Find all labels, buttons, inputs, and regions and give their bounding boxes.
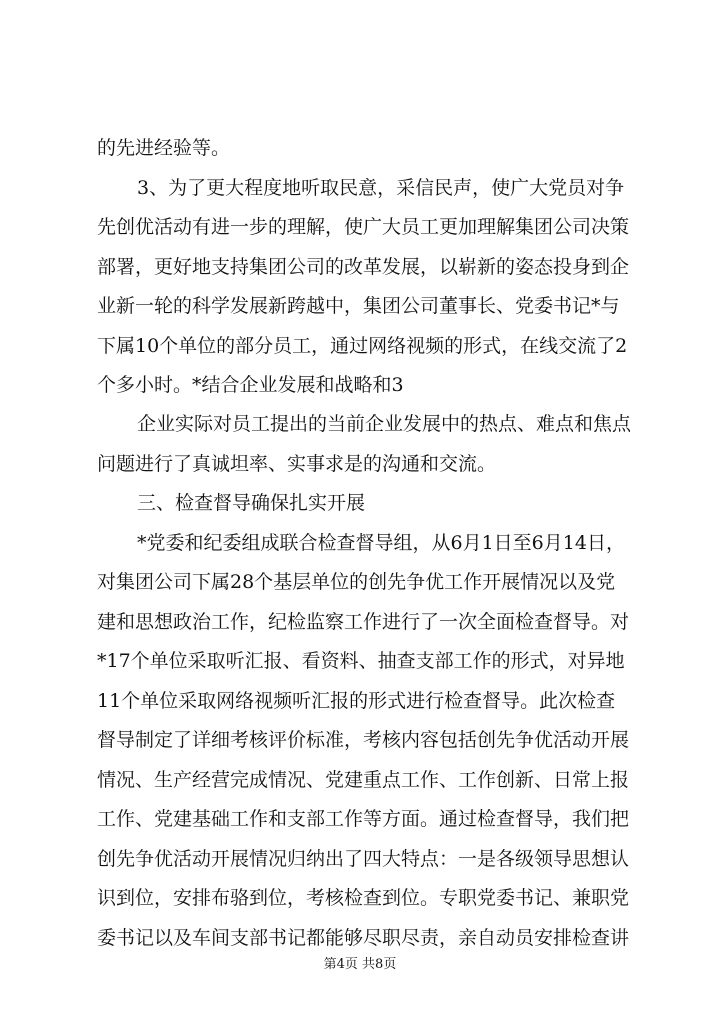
page-number-footer: 第4页 共8页 — [323, 957, 397, 972]
text-line: 委书记以及车间支部书记都能够尽职尽责，亲自动员安排检查讲 — [97, 927, 630, 949]
text-line: 11个单位采取网络视频听汇报的形式进行检查督导。此次检查 — [97, 690, 616, 712]
text-line: 问题进行了真诚坦率、实事求是的沟通和交流。 — [97, 453, 497, 475]
text-line: 个多小时。*结合企业发展和战略和3 — [97, 374, 404, 396]
text-line: 情况、生产经营完成情况、党建重点工作、工作创新、日常上报 — [97, 769, 630, 791]
text-line: 创先争优活动开展情况归纳出了四大特点：一是各级领导思想认 — [97, 848, 630, 870]
text-line: 部署，更好地支持集团公司的改革发展，以崭新的姿态投身到企 — [97, 256, 630, 278]
text-line: 3、为了更大程度地听取民意，采信民声，使广大党员对争 — [137, 177, 625, 199]
text-line: 下属10个单位的部分员工，通过网络视频的形式，在线交流了2 — [97, 335, 628, 357]
text-line: 的先进经验等。 — [97, 137, 231, 159]
text-line: 企业实际对员工提出的当前企业发展中的热点、难点和焦点 — [137, 413, 632, 435]
section-heading: 三、检查督导确保扎实开展 — [137, 492, 366, 514]
text-line: 先创优活动有进一步的理解，使广大员工更加理解集团公司决策 — [97, 216, 630, 238]
text-line: 督导制定了详细考核评价标准，考核内容包括创先争优活动开展 — [97, 729, 630, 751]
text-line: 工作、党建基础工作和支部工作等方面。通过检查督导，我们把 — [97, 808, 630, 830]
text-line: *党委和纪委组成联合检查督导组，从6月1日至6月14日， — [137, 532, 625, 554]
text-line: *17个单位采取听汇报、看资料、抽查支部工作的形式，对异地 — [97, 650, 625, 672]
text-line: 建和思想政治工作，纪检监察工作进行了一次全面检查督导。对 — [97, 611, 630, 633]
text-line: 识到位，安排布骆到位，考核检查到位。专职党委书记、兼职党 — [97, 887, 630, 909]
text-line: 业新一轮的科学发展新跨越中，集团公司董事长、党委书记*与 — [97, 295, 620, 317]
text-line: 对集团公司下属28个基层单位的创先争优工作开展情况以及党 — [97, 571, 616, 593]
